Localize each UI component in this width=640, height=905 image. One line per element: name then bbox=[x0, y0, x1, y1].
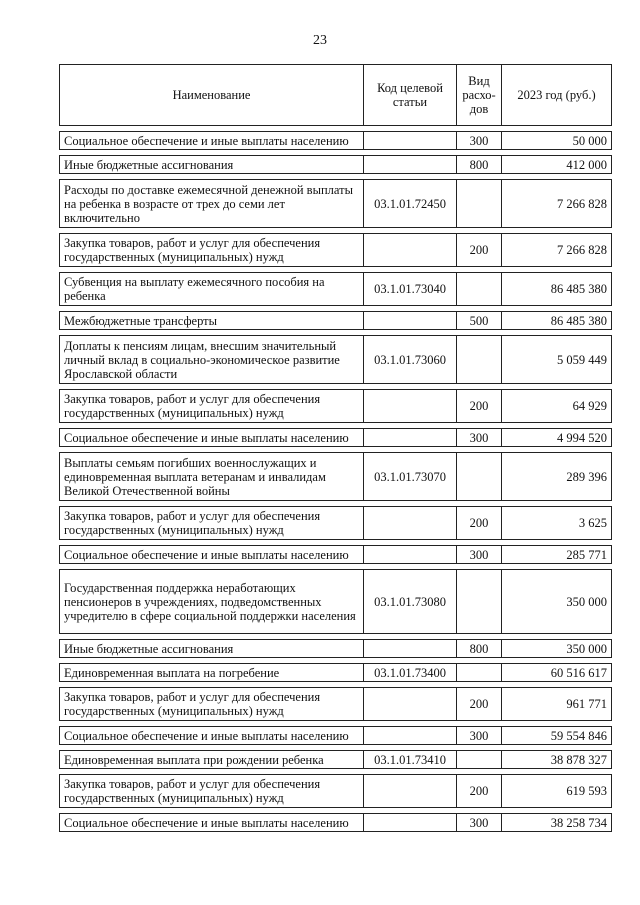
name-cell: Закупка товаров, работ и услуг для обеспечения государственных (муниципальных) нужд bbox=[60, 390, 364, 423]
name-cell: Государственная поддержка неработающих пенсионеров в учреждениях, подведомственных учредителю в сфере социальной поддержки населения bbox=[60, 570, 364, 634]
amount-cell: 50 000 bbox=[502, 132, 612, 150]
code-cell bbox=[364, 156, 457, 174]
name-cell: Закупка товаров, работ и услуг для обеспечения государственных (муниципальных) нужд bbox=[60, 507, 364, 540]
table-row bbox=[60, 273, 612, 306]
header-type: Вид расхо-дов bbox=[457, 65, 502, 126]
table-row bbox=[60, 570, 612, 634]
type-cell: 800 bbox=[457, 640, 502, 658]
code-cell bbox=[364, 546, 457, 564]
table-row bbox=[60, 453, 612, 501]
name-cell: Социальное обеспечение и иные выплаты населению bbox=[60, 814, 364, 832]
name-cell: Закупка товаров, работ и услуг для обеспечения государственных (муниципальных) нужд bbox=[60, 775, 364, 808]
budget-table bbox=[59, 64, 612, 832]
amount-cell: 7 266 828 bbox=[502, 234, 612, 267]
code-cell bbox=[364, 390, 457, 423]
amount-cell: 38 258 734 bbox=[502, 814, 612, 832]
type-cell: 300 bbox=[457, 814, 502, 832]
name-cell: Закупка товаров, работ и услуг для обеспечения государственных (муниципальных) нужд bbox=[60, 688, 364, 721]
amount-cell: 619 593 bbox=[502, 775, 612, 808]
table-row bbox=[60, 688, 612, 721]
page-number: 23 bbox=[313, 33, 327, 48]
name-cell: Социальное обеспечение и иные выплаты населению bbox=[60, 132, 364, 150]
table-row bbox=[60, 336, 612, 384]
table-row bbox=[60, 429, 612, 447]
type-cell bbox=[457, 751, 502, 769]
type-cell bbox=[457, 570, 502, 634]
code-cell bbox=[364, 640, 457, 658]
table-row bbox=[60, 312, 612, 330]
amount-cell: 60 516 617 bbox=[502, 664, 612, 682]
type-cell bbox=[457, 180, 502, 228]
type-cell: 300 bbox=[457, 429, 502, 447]
table-row bbox=[60, 814, 612, 832]
code-cell bbox=[364, 507, 457, 540]
table-header bbox=[60, 65, 612, 126]
table-row bbox=[60, 390, 612, 423]
code-cell: 03.1.01.73080 bbox=[364, 570, 457, 634]
code-cell bbox=[364, 312, 457, 330]
name-cell: Межбюджетные трансферты bbox=[60, 312, 364, 330]
type-cell: 200 bbox=[457, 507, 502, 540]
name-cell: Социальное обеспечение и иные выплаты населению bbox=[60, 546, 364, 564]
table-row bbox=[60, 234, 612, 267]
type-cell: 500 bbox=[457, 312, 502, 330]
code-cell: 03.1.01.73400 bbox=[364, 664, 457, 682]
table-row bbox=[60, 775, 612, 808]
amount-cell: 3 625 bbox=[502, 507, 612, 540]
table-body bbox=[60, 126, 612, 832]
table-row bbox=[60, 132, 612, 150]
amount-cell: 961 771 bbox=[502, 688, 612, 721]
amount-cell: 38 878 327 bbox=[502, 751, 612, 769]
type-cell: 200 bbox=[457, 234, 502, 267]
code-cell bbox=[364, 429, 457, 447]
amount-cell: 64 929 bbox=[502, 390, 612, 423]
table-row bbox=[60, 664, 612, 682]
amount-cell: 7 266 828 bbox=[502, 180, 612, 228]
header-amount: 2023 год (руб.) bbox=[502, 65, 612, 126]
amount-cell: 5 059 449 bbox=[502, 336, 612, 384]
type-cell bbox=[457, 273, 502, 306]
name-cell: Единовременная выплата при рождении ребенка bbox=[60, 751, 364, 769]
amount-cell: 350 000 bbox=[502, 640, 612, 658]
table-row bbox=[60, 156, 612, 174]
type-cell: 300 bbox=[457, 546, 502, 564]
code-cell: 03.1.01.73410 bbox=[364, 751, 457, 769]
type-cell: 300 bbox=[457, 132, 502, 150]
amount-cell: 59 554 846 bbox=[502, 727, 612, 745]
name-cell: Закупка товаров, работ и услуг для обеспечения государственных (муниципальных) нужд bbox=[60, 234, 364, 267]
type-cell bbox=[457, 336, 502, 384]
type-cell: 300 bbox=[457, 727, 502, 745]
code-cell: 03.1.01.72450 bbox=[364, 180, 457, 228]
header-name: Наименование bbox=[60, 65, 364, 126]
code-cell bbox=[364, 234, 457, 267]
amount-cell: 285 771 bbox=[502, 546, 612, 564]
code-cell bbox=[364, 814, 457, 832]
code-cell: 03.1.01.73070 bbox=[364, 453, 457, 501]
amount-cell: 86 485 380 bbox=[502, 273, 612, 306]
amount-cell: 4 994 520 bbox=[502, 429, 612, 447]
table-row bbox=[60, 727, 612, 745]
type-cell: 200 bbox=[457, 688, 502, 721]
code-cell bbox=[364, 775, 457, 808]
type-cell: 200 bbox=[457, 390, 502, 423]
table-row bbox=[60, 507, 612, 540]
name-cell: Единовременная выплата на погребение bbox=[60, 664, 364, 682]
code-cell bbox=[364, 688, 457, 721]
code-cell bbox=[364, 727, 457, 745]
name-cell: Иные бюджетные ассигнования bbox=[60, 640, 364, 658]
amount-cell: 412 000 bbox=[502, 156, 612, 174]
table-row bbox=[60, 751, 612, 769]
name-cell: Доплаты к пенсиям лицам, внесшим значительный личный вклад в социально-экономическое развитие Ярославской области bbox=[60, 336, 364, 384]
code-cell bbox=[364, 132, 457, 150]
type-cell bbox=[457, 664, 502, 682]
table-row bbox=[60, 640, 612, 658]
code-cell: 03.1.01.73040 bbox=[364, 273, 457, 306]
name-cell: Социальное обеспечение и иные выплаты населению bbox=[60, 727, 364, 745]
amount-cell: 350 000 bbox=[502, 570, 612, 634]
amount-cell: 289 396 bbox=[502, 453, 612, 501]
type-cell: 200 bbox=[457, 775, 502, 808]
type-cell bbox=[457, 453, 502, 501]
amount-cell: 86 485 380 bbox=[502, 312, 612, 330]
name-cell: Расходы по доставке ежемесячной денежной выплаты на ребенка в возрасте от трех до семи лет включительно bbox=[60, 180, 364, 228]
name-cell: Социальное обеспечение и иные выплаты населению bbox=[60, 429, 364, 447]
table-row bbox=[60, 546, 612, 564]
code-cell: 03.1.01.73060 bbox=[364, 336, 457, 384]
table-row bbox=[60, 180, 612, 228]
header-code: Код целевой статьи bbox=[364, 65, 457, 126]
type-cell: 800 bbox=[457, 156, 502, 174]
name-cell: Субвенция на выплату ежемесячного пособия на ребенка bbox=[60, 273, 364, 306]
name-cell: Выплаты семьям погибших военнослужащих и единовременная выплата ветеранам и инвалидам Великой Отечественной войны bbox=[60, 453, 364, 501]
name-cell: Иные бюджетные ассигнования bbox=[60, 156, 364, 174]
